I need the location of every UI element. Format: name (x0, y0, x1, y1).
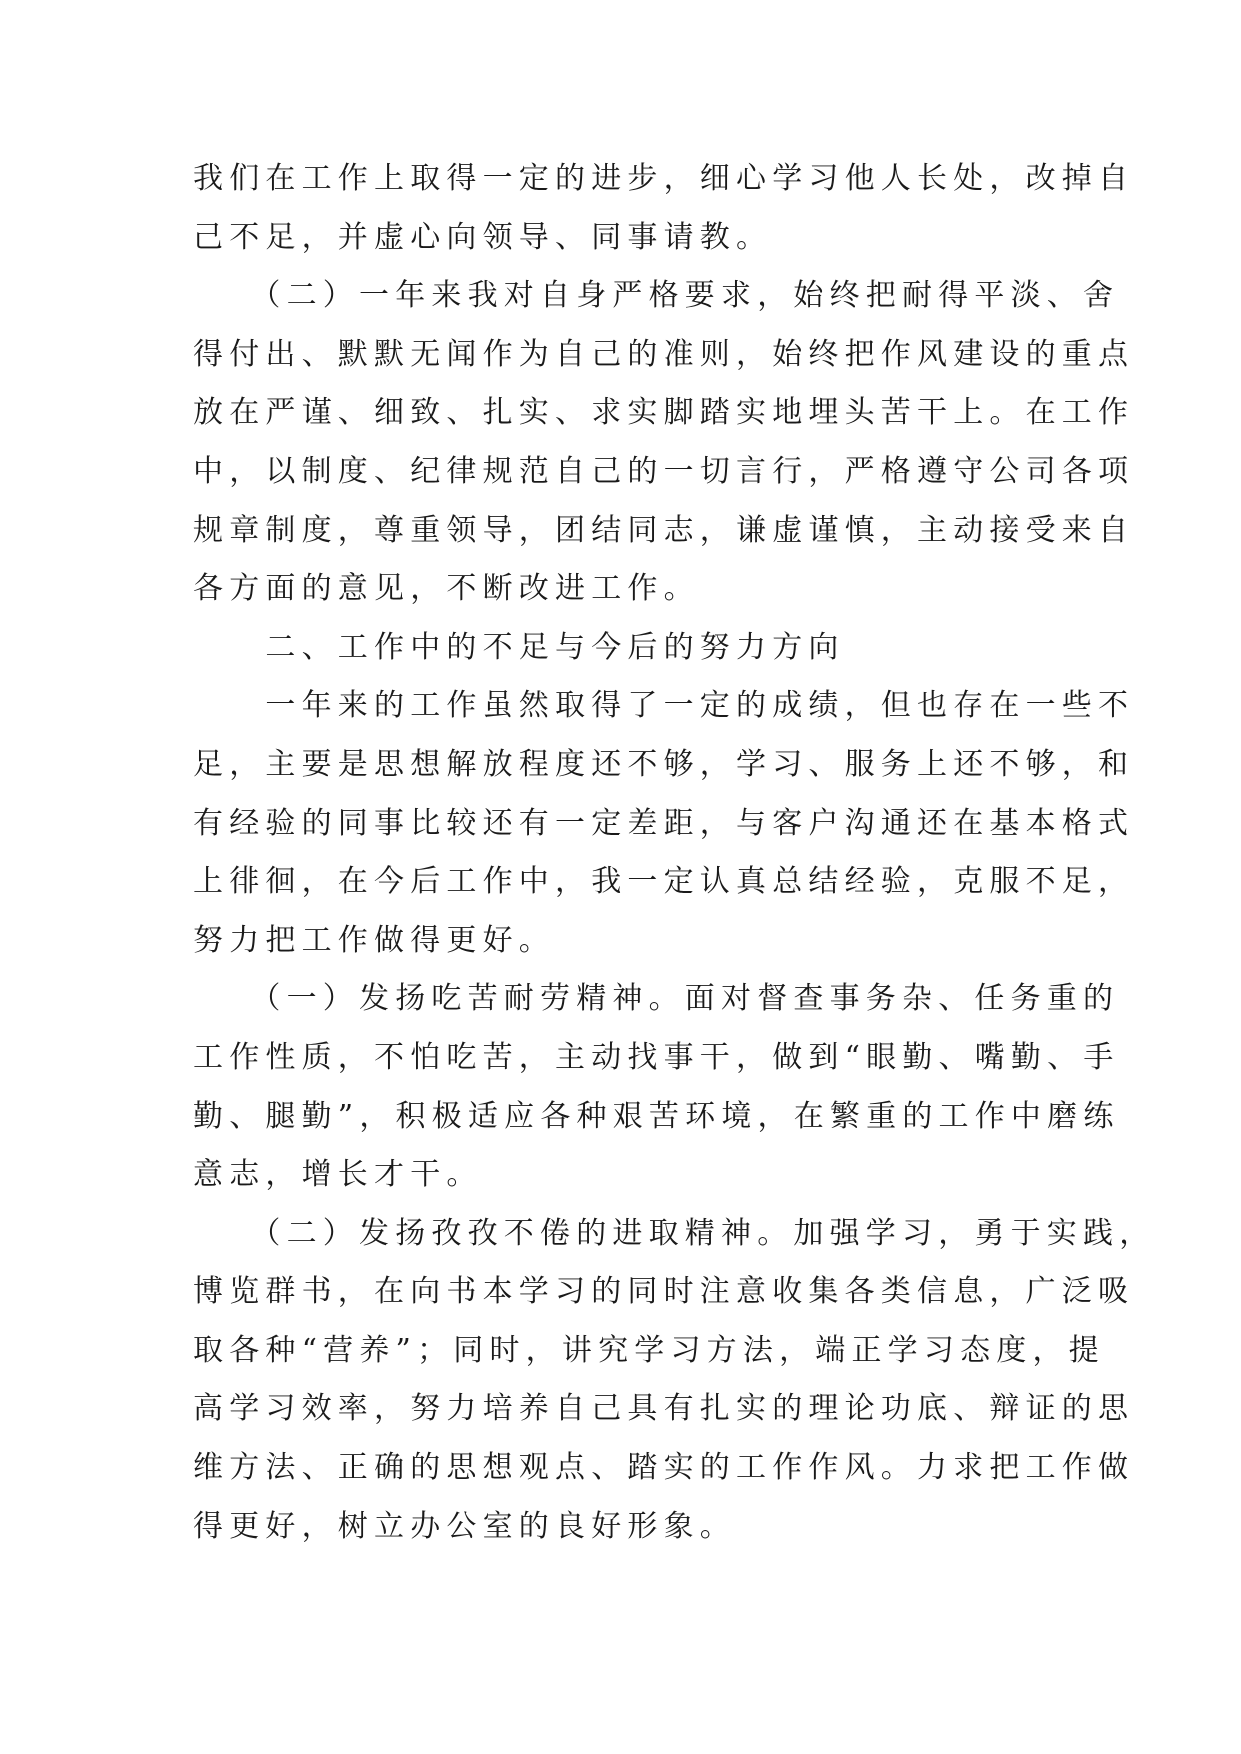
section-heading: 二、工作中的不足与今后的努力方向 (193, 629, 845, 665)
text-line: 维方法、正确的思想观点、踏实的工作作风。力求把工作做 (193, 1450, 1135, 1486)
document-body (193, 160, 1156, 1566)
text-line: 有经验的同事比较还有一定差距，与客户沟通还在基本格式 (193, 805, 1135, 841)
text-line: 上徘徊，在今后工作中，我一定认真总结经验，克服不足， (193, 864, 1135, 900)
text-line: 勤、腿勤”，积极适应各种艰苦环境，在繁重的工作中磨练 (193, 1098, 1120, 1134)
text-line: （二）一年来我对自身严格要求，始终把耐得平淡、舍 (193, 278, 1120, 314)
text-line: （一）发扬吃苦耐劳精神。面对督查事务杂、任务重的 (193, 981, 1120, 1017)
text-line: 得更好，树立办公室的良好形象。 (193, 1508, 736, 1544)
text-line: 博览群书，在向书本学习的同时注意收集各类信息，广泛吸 (193, 1274, 1135, 1310)
text-line: 己不足，并虚心向领导、同事请教。 (193, 219, 773, 255)
text-line: 规章制度，尊重领导，团结同志，谦虚谨慎，主动接受来自 (193, 512, 1135, 548)
text-line: 放在严谨、细致、扎实、求实脚踏实地埋头苦干上。在工作 (193, 395, 1135, 431)
text-line: 工作性质，不怕吃苦，主动找事干，做到“眼勤、嘴勤、手 (193, 1039, 1120, 1075)
text-line: 意志，增长才干。 (193, 1157, 483, 1193)
text-line: 高学习效率，努力培养自己具有扎实的理论功底、辩证的思 (193, 1391, 1135, 1427)
text-line: 取各种“营养”；同时，讲究学习方法，端正学习态度，提 (193, 1332, 1105, 1368)
text-line: （二）发扬孜孜不倦的进取精神。加强学习，勇于实践， (193, 1215, 1156, 1251)
text-line: 中，以制度、纪律规范自己的一切言行，严格遵守公司各项 (193, 453, 1135, 489)
text-line: 我们在工作上取得一定的进步，细心学习他人长处，改掉自 (193, 161, 1135, 196)
text-line: 各方面的意见，不断改进工作。 (193, 571, 700, 607)
text-line: 努力把工作做得更好。 (193, 922, 555, 958)
text-line: 得付出、默默无闻作为自己的准则，始终把作风建设的重点 (193, 336, 1135, 372)
text-line: 一年来的工作虽然取得了一定的成绩，但也存在一些不 (193, 688, 1135, 724)
text-line: 足，主要是思想解放程度还不够，学习、服务上还不够，和 (193, 746, 1135, 782)
